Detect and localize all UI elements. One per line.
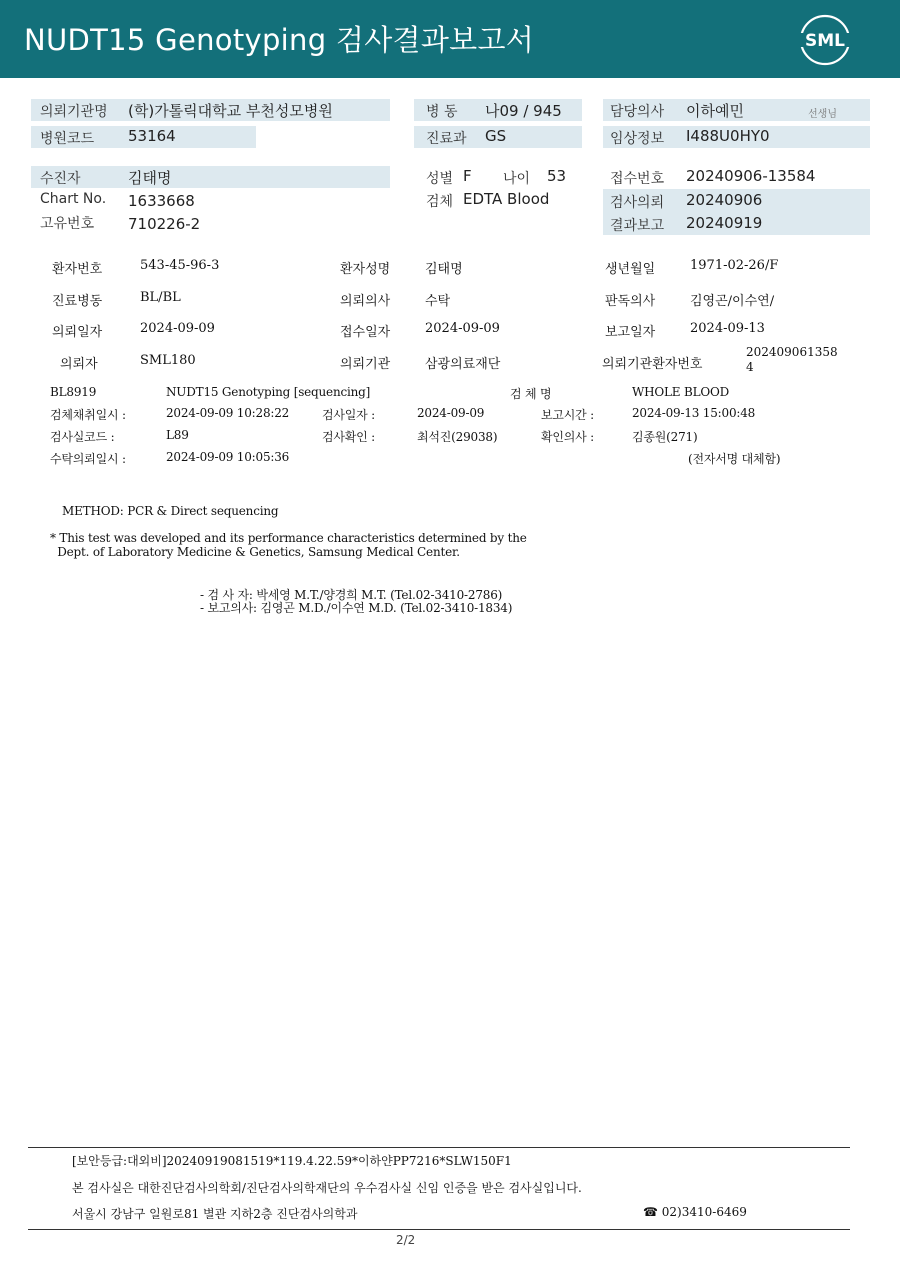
result-label: 결과보고 bbox=[610, 218, 665, 234]
reqinst-value: 삼광의료재단 bbox=[425, 357, 501, 372]
code-label: 병원코드 bbox=[40, 131, 95, 147]
requester-value: SML180 bbox=[140, 353, 196, 368]
labcode-value: L89 bbox=[166, 428, 189, 442]
doctor-label: 담당의사 bbox=[610, 104, 665, 120]
chart-value: 1633668 bbox=[128, 192, 195, 210]
dward-label: 진료병동 bbox=[52, 294, 103, 309]
ward-label: 병 동 bbox=[426, 104, 458, 120]
receipt-label: 접수번호 bbox=[610, 171, 665, 187]
labcode-label: 검사실코드 : bbox=[50, 430, 115, 444]
recvdate-value: 2024-09-09 bbox=[425, 321, 500, 336]
sml-logo bbox=[798, 13, 852, 67]
reporttime-value: 2024-09-13 15:00:48 bbox=[632, 406, 756, 420]
report-header bbox=[0, 0, 900, 78]
receipt-value: 20240906-13584 bbox=[686, 167, 816, 185]
instpid-value-2: 4 bbox=[746, 360, 754, 374]
ward-value: 나09 / 945 bbox=[485, 102, 562, 120]
instpid-label: 의뢰기관환자번호 bbox=[602, 357, 703, 372]
code-value: 53164 bbox=[128, 127, 176, 145]
reporttime-label: 보고시간 : bbox=[541, 408, 595, 422]
reporter-line: - 보고의사: 김영곤 M.D./이수연 M.D. (Tel.02-3410-1834) bbox=[200, 601, 513, 615]
page-number: 2/2 bbox=[396, 1233, 416, 1247]
specimen-label: 검체 bbox=[426, 194, 454, 210]
unique-label: 고유번호 bbox=[40, 216, 95, 232]
test-specimen-label: 검 체 명 bbox=[510, 387, 552, 401]
address-line: 서울시 강남구 일원로81 별관 지하2층 진단검사의학과 bbox=[72, 1207, 358, 1221]
age-value: 53 bbox=[547, 167, 567, 185]
dob-value: 1971-02-26/F bbox=[690, 258, 779, 273]
doctor-suffix: 선생님 bbox=[808, 109, 837, 120]
sex-label: 성별 bbox=[426, 171, 454, 187]
doctor-value: 이하예민 bbox=[686, 102, 744, 120]
clinical-value: I488U0HY0 bbox=[686, 127, 770, 145]
dward-value: BL/BL bbox=[140, 290, 181, 305]
repdate-label: 보고일자 bbox=[605, 325, 656, 340]
reqdoc-value: 수탁 bbox=[425, 294, 451, 309]
consign-value: 2024-09-09 10:05:36 bbox=[166, 450, 290, 464]
pid-label: 환자번호 bbox=[52, 262, 103, 277]
logo-text: SML bbox=[805, 31, 845, 51]
patient-value: 김태명 bbox=[128, 169, 172, 187]
pname-label: 환자성명 bbox=[340, 262, 391, 277]
note-line-2: Dept. of Laboratory Medicine & Genetics, Samsung Medical Center. bbox=[50, 545, 460, 559]
request-value: 20240906 bbox=[686, 191, 763, 209]
footer-top-rule bbox=[28, 1147, 850, 1148]
readdoc-value: 김영곤/이수연/ bbox=[690, 294, 775, 309]
specimen-value: EDTA Blood bbox=[463, 190, 550, 208]
reqdate-label: 의뢰일자 bbox=[52, 325, 103, 340]
cert-line: 본 검사실은 대한진단검사의학회/진단검사의학재단의 우수검사실 신임 인증을 받은 검사실입니다. bbox=[72, 1181, 582, 1195]
phone-line bbox=[643, 1205, 747, 1219]
chart-label: Chart No. bbox=[40, 191, 107, 207]
unique-value: 710226-2 bbox=[128, 215, 201, 233]
note-line-1: * This test was developed and its performance characteristics determined by the bbox=[50, 531, 527, 545]
phone-icon: ☎ bbox=[643, 1205, 658, 1219]
footer-bottom-rule bbox=[28, 1229, 850, 1230]
patient-label: 수진자 bbox=[40, 171, 81, 187]
reqdate-value: 2024-09-09 bbox=[140, 321, 215, 336]
pname-value: 김태명 bbox=[425, 262, 463, 277]
collect-label: 검체채취일시 : bbox=[50, 408, 126, 422]
recvdate-label: 접수일자 bbox=[340, 325, 391, 340]
method-line: METHOD: PCR & Direct sequencing bbox=[62, 504, 279, 518]
test-specimen-value: WHOLE BLOOD bbox=[632, 385, 730, 399]
pid-value: 543-45-96-3 bbox=[140, 258, 220, 273]
reqdoc-label: 의뢰의사 bbox=[340, 294, 391, 309]
esign-note: (전자서명 대체함) bbox=[688, 452, 781, 466]
testdate-value: 2024-09-09 bbox=[417, 406, 485, 420]
sex-value: F bbox=[463, 167, 472, 185]
request-label: 검사의뢰 bbox=[610, 195, 665, 211]
report-title: NUDT15 Genotyping 검사결과보고서 bbox=[24, 23, 535, 57]
confirmdoc-value: 김종원(271) bbox=[632, 430, 698, 444]
hospital-label: 의뢰기관명 bbox=[40, 104, 108, 120]
reqinst-label: 의뢰기관 bbox=[340, 357, 391, 372]
confirm-label: 검사확인 : bbox=[322, 430, 376, 444]
confirmdoc-label: 확인의사 : bbox=[541, 430, 595, 444]
tester-line: - 검 사 자: 박세영 M.T./양경희 M.T. (Tel.02-3410-2786) bbox=[200, 588, 503, 602]
result-value: 20240919 bbox=[686, 214, 763, 232]
dept-label: 진료과 bbox=[426, 131, 467, 147]
repdate-value: 2024-09-13 bbox=[690, 321, 765, 336]
age-label: 나이 bbox=[503, 171, 531, 187]
requester-label: 의뢰자 bbox=[60, 357, 98, 372]
dept-value: GS bbox=[485, 127, 507, 145]
confirm-value: 최석진(29038) bbox=[417, 430, 498, 444]
readdoc-label: 판독의사 bbox=[605, 294, 656, 309]
test-name: NUDT15 Genotyping [sequencing] bbox=[166, 385, 371, 399]
test-code: BL8919 bbox=[50, 385, 97, 399]
dob-label: 생년월일 bbox=[605, 262, 656, 277]
clinical-label: 임상정보 bbox=[610, 131, 665, 147]
testdate-label: 검사일자 : bbox=[322, 408, 376, 422]
phone-number: 02)3410-6469 bbox=[661, 1205, 747, 1219]
consign-label: 수탁의뢰일시 : bbox=[50, 452, 126, 466]
instpid-value-1: 202409061358 bbox=[746, 345, 838, 359]
collect-value: 2024-09-09 10:28:22 bbox=[166, 406, 290, 420]
patient-bar bbox=[31, 166, 390, 188]
security-line: [보안등급:대외비]20240919081519*119.4.22.59*이하얀PP7216*SLW150F1 bbox=[72, 1154, 512, 1168]
hospital-value: (학)가톨릭대학교 부천성모병원 bbox=[128, 102, 333, 120]
